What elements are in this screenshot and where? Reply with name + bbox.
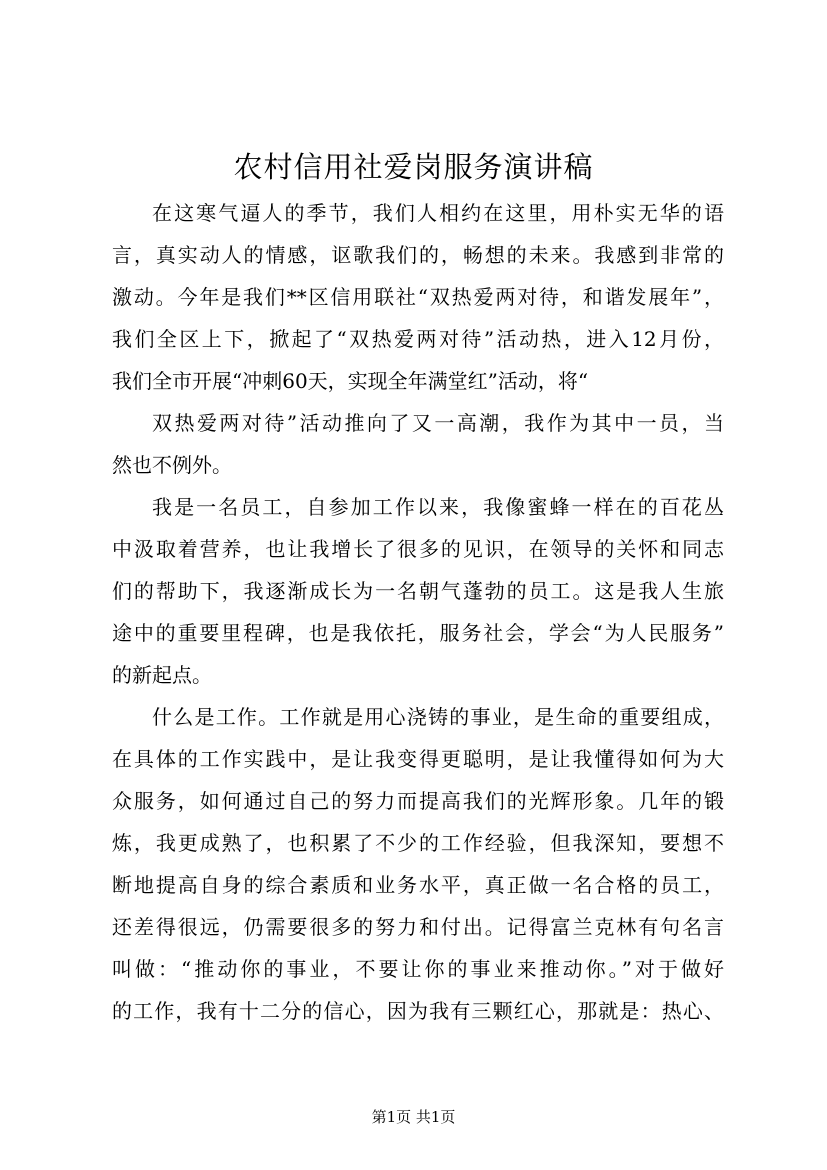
text-line: 还差得很远，仍需要很多的努力和付出。记得富兰克林有句名言: [112, 915, 724, 939]
text-line: 双热爱两对待”活动推向了又一高潮，我作为其中一员，当: [152, 411, 724, 435]
text-line: 中汲取着营养，也让我增长了很多的见识，在领导的关怀和同志: [112, 537, 724, 561]
text-line: 叫做：“推动你的事业，不要让你的事业来推动你。”对于做好: [112, 957, 724, 981]
text-line: 炼，我更成熟了，也积累了不少的工作经验，但我深知，要想不: [112, 831, 724, 855]
text-line: 断地提高自身的综合素质和业务水平，真正做一名合格的员工，: [112, 873, 724, 897]
text-line: 我是一名员工，自参加工作以来，我像蜜蜂一样在的百花丛: [152, 495, 724, 519]
text-line: 我们全市开展“冲刺60天，实现全年满堂红”活动，将“: [112, 369, 589, 393]
text-line: 的工作，我有十二分的信心，因为我有三颗红心，那就是：热心、: [112, 999, 724, 1023]
text-line: 众服务，如何通过自己的努力而提高我们的光辉形象。几年的锻: [112, 789, 724, 813]
text-line: 我们全区上下，掀起了“双热爱两对待”活动热，进入12月份，: [112, 327, 724, 351]
page-footer: 第1页 共1页: [371, 1108, 456, 1126]
text-line: 们的帮助下，我逐渐成长为一名朝气蓬勃的员工。这是我人生旅: [112, 579, 724, 603]
text-line: 然也不例外。: [112, 453, 232, 477]
text-line: 言，真实动人的情感，讴歌我们的，畅想的未来。我感到非常的: [112, 243, 724, 267]
text-line: 途中的重要里程碑，也是我依托，服务社会，学会“为人民服务”: [112, 621, 724, 645]
text-line: 的新起点。: [112, 663, 212, 687]
text-line: 什么是工作。工作就是用心浇铸的事业，是生命的重要组成，: [152, 705, 724, 729]
text-line: 在这寒气逼人的季节，我们人相约在这里，用朴实无华的语: [152, 201, 724, 225]
document-title: 农村信用社爱岗服务演讲稿: [233, 150, 594, 184]
document-body: [112, 192, 724, 1032]
text-line: 激动。今年是我们**区信用联社“双热爱两对待，和谐发展年”，: [112, 285, 724, 309]
text-line: 在具体的工作实践中，是让我变得更聪明，是让我懂得如何为大: [112, 747, 724, 771]
